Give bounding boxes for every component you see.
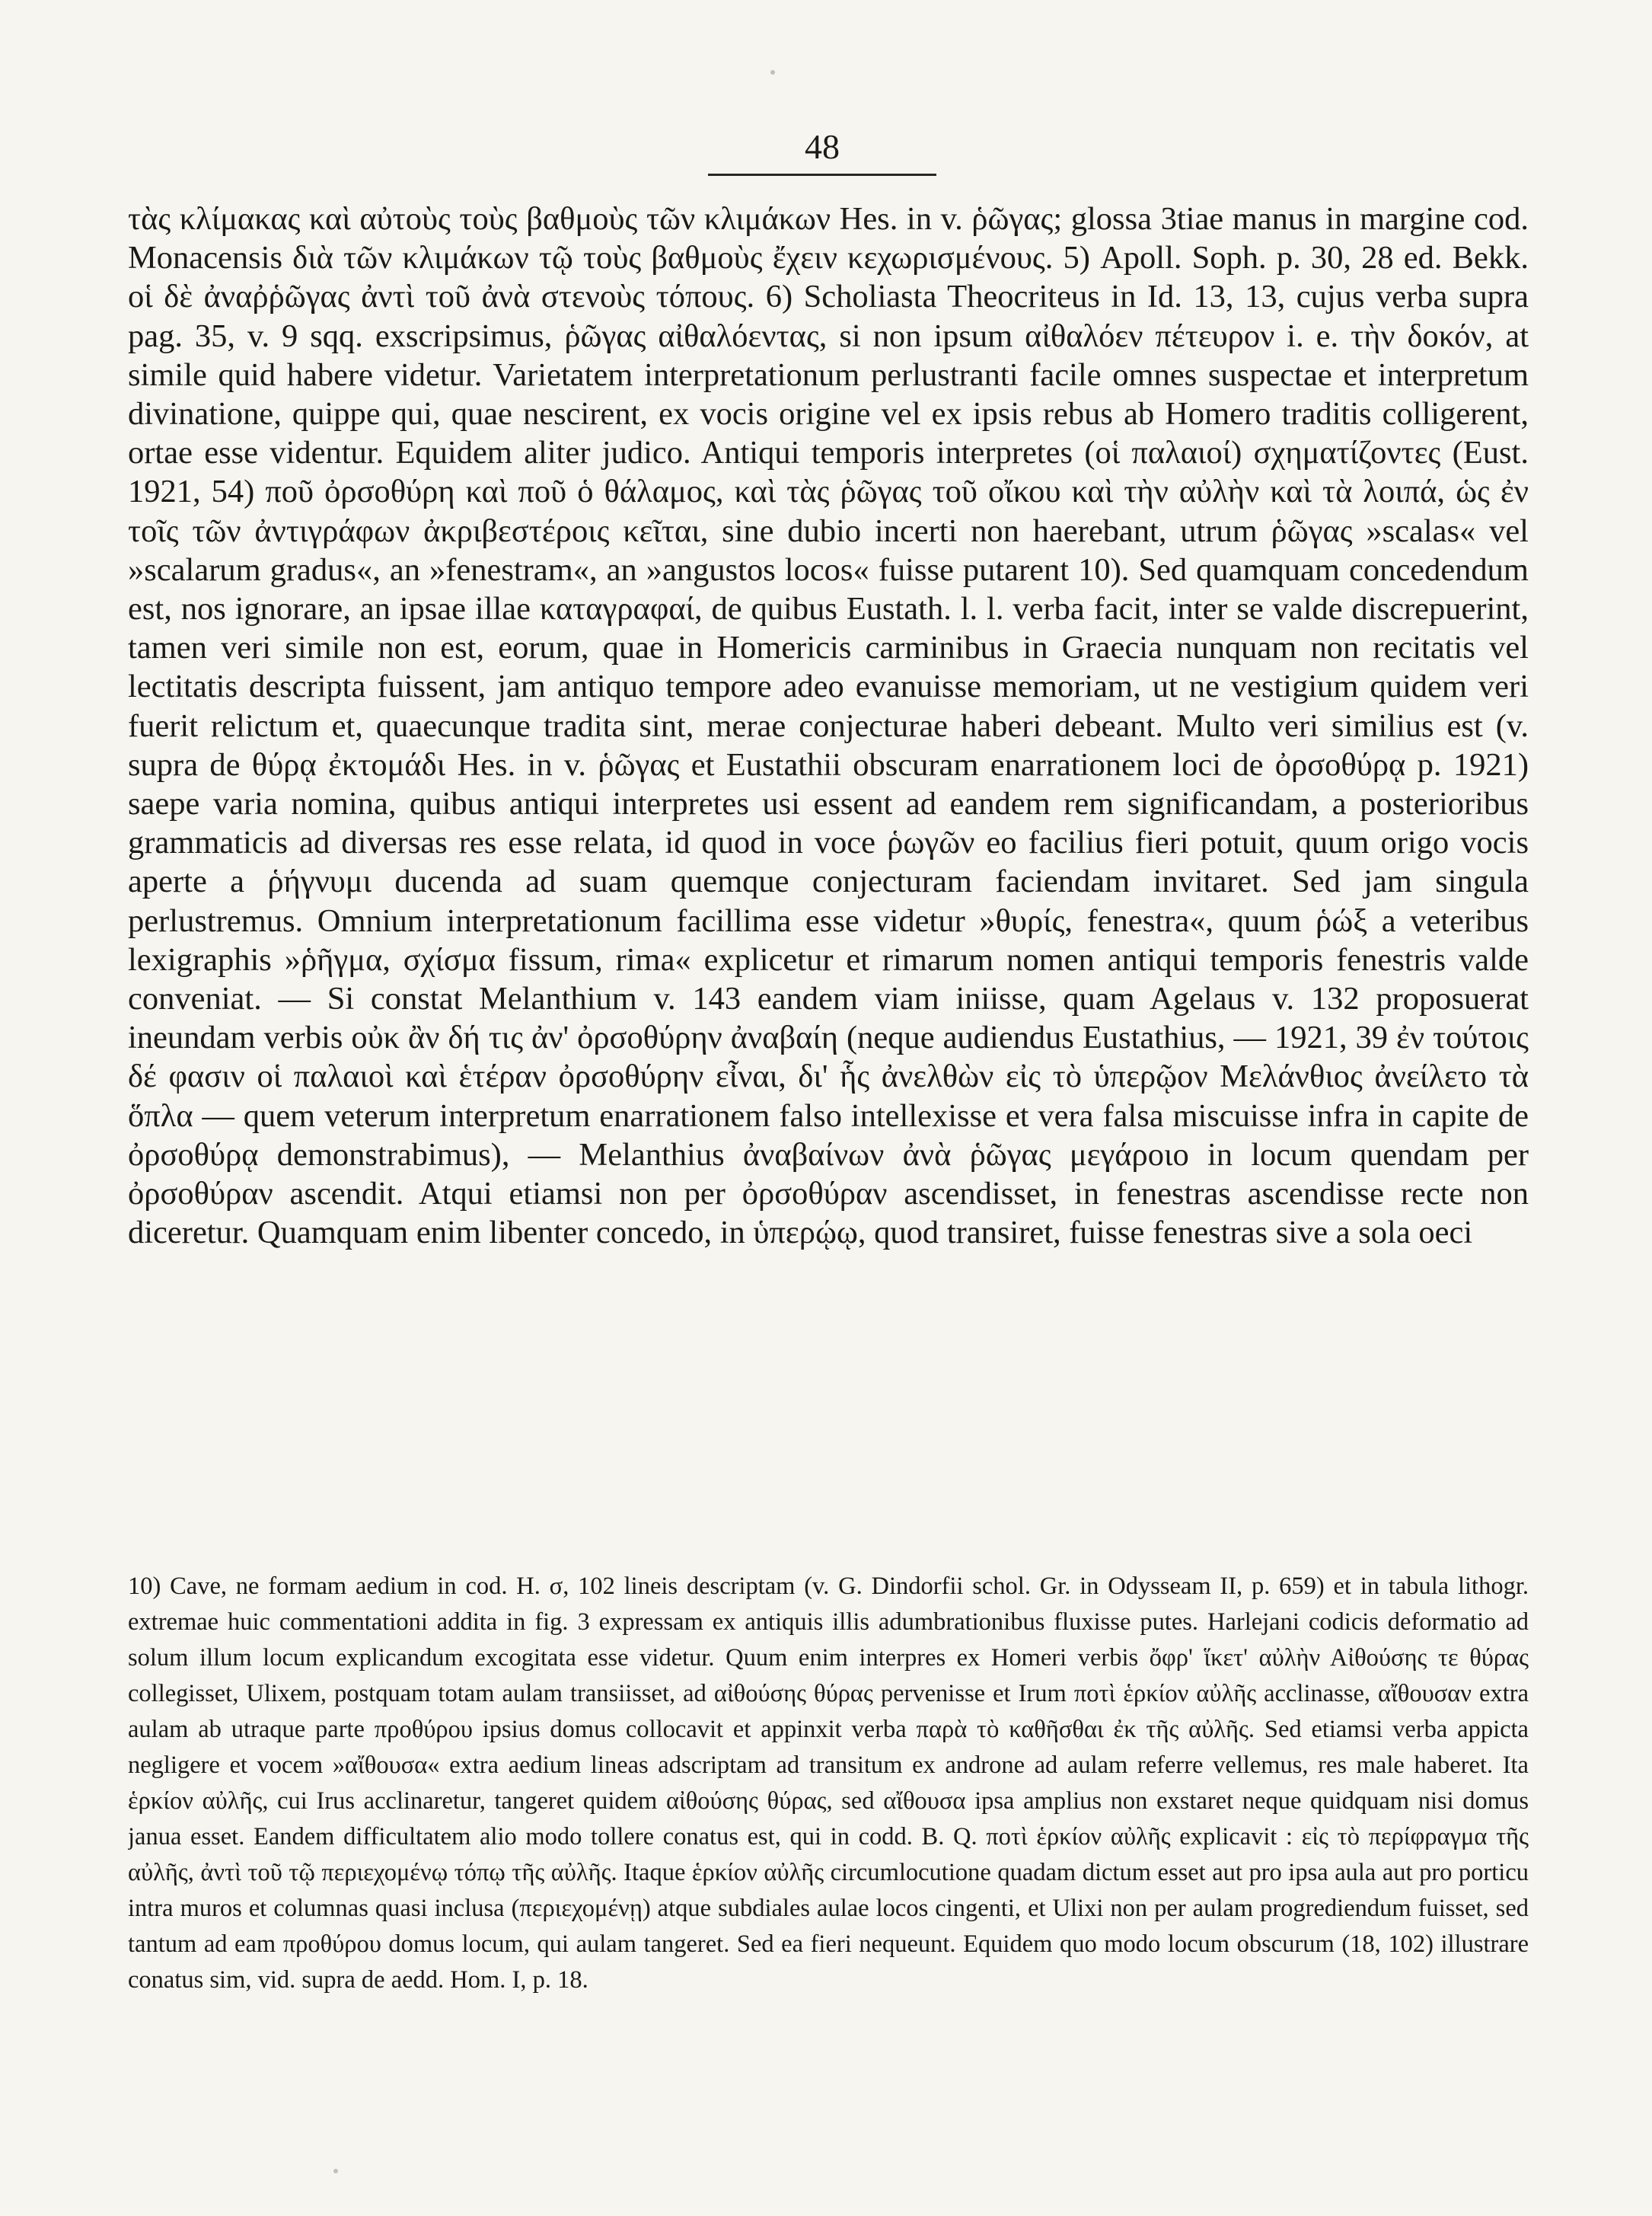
main-text: τὰς κλίμακας καὶ αὐτοὺς τοὺς βαθμοὺς τῶν κλιμάκων Hes. in v. ῥῶγας; glossa 3tiae manus in margine cod. Monacensis διὰ τῶν κλιμάκων τῷ τοὺς βαθμοὺς ἔχειν κεχωρισμένους. 5) Apoll. Soph. p. 30, 28 ed. Bekk. οἱ δὲ ἀναῤῥῶγας ἀντὶ τοῦ ἀνὰ στενοὺς τόπους. 6) Scholiasta Theocriteus in Id. 13, 13, cujus verba supra pag. 35, v. 9 sqq. exscripsimus, ῥῶγας αἰθαλόεντας, si non ipsum αἰθαλόεν πέτευρον i. e. τὴν δοκόν, at simile quid habere videtur. Varietatem interpretationum perlustranti facile omnes suspectae et interpretum divinatione, quippe qui, quae nescirent, ex vocis origine vel ex ipsis rebus ab Homero traditis colligerent, ortae esse videntur. Equidem aliter judico. Antiqui temporis interpretes (οἱ παλαιοί) σχηματίζοντες (Eust. 1921, 54) ποῦ ὀρσοθύρη καὶ ποῦ ὁ θάλαμος, καὶ τὰς ῥῶγας τοῦ οἴκου καὶ τὴν αὐλὴν καὶ τὰ λοιπά, ὡς ἐν τοῖς τῶν ἀντιγράφων ἀκριβεστέροις κεῖται, sine dubio incerti non haerebant, utrum ῥῶγας »scalas« vel »scalarum gradus«, an »fenestram«, an »angustos locos« fuisse putarent 10). Sed quamquam concedendum est, nos ignorare, an ipsae illae καταγραφαί, de quibus Eustath. l. l. verba facit, inter se valde discrepuerint, tamen veri simile non est, eorum, quae in Homericis carminibus in Graecia nunquam non recitatis vel lectitatis descripta fuissent, jam antiquo tempore adeo evanuisse memoriam, ut ne vestigium quidem veri fuerit relictum et, quaecunque tradita sint, merae conjecturae haberi debeant. Multo veri similius est (v. supra de θύρᾳ ἐκτομάδι Hes. in v. ῥῶγας et Eustathii obscuram enarrationem loci de ὀρσοθύρᾳ p. 1921) saepe varia nomina, quibus antiqui interpretes usi essent ad eandem rem significandam, a posterioribus grammaticis ad diversas res esse relata, id quod in voce ῥωγῶν eo facilius fieri potuit, quum origo vocis aperte a ῥήγνυμι ducenda ad suam quemque conjecturam faciendam invitaret. Sed jam singula perlustremus. Omnium interpretationum facillima esse videtur »θυρίς, fenestra«, quum ῥώξ a veteribus lexigraphis »ῥῆγμα, σχίσμα fissum, rima« explicetur et rimarum nomen antiqui temporis fenestris valde conveniat. — Si constat Melanthium v. 143 eandem viam iniisse, quam Agelaus v. 132 proposuerat ineundam verbis οὐκ ἂν δή τις ἀν' ὀρσοθύρην ἀναβαίη (neque audiendus Eustathius, — 1921, 39 ἐν τούτοις δέ φασιν οἱ παλαιοὶ καὶ ἑτέραν ὀρσοθύρην εἶναι, δι' ἧς ἀνελθὼν εἰς τὸ ὑπερῷον Μελάνθιος ἀνείλετο τὰ ὅπλα — quem veterum interpretum enarrationem falso intellexisse et vera falsa miscuisse infra in capite de ὀρσοθύρᾳ demonstrabimus), — Melanthius ἀναβαίνων ἀνὰ ῥῶγας μεγάροιο in locum quendam per ὀρσοθύραν ascendit. Atqui etiamsi non per ὀρσοθύραν ascendisset, in fenestras ascendisse recte non diceretur. Quamquam enim libenter concedo, in ὑπερῴῳ, quod transiret, fuisse fenestras sive a sola oeci xyxy=(128,201,1529,1251)
page-number: 48 xyxy=(805,127,840,166)
paper-speck xyxy=(770,70,775,75)
footnote-10: 10) Cave, ne formam aedium in cod. H. σ, 102 lineis descriptam (v. G. Dindorfii schol. Gr. in Odysseam II, p. 659) et in tabula lithogr. extremae huic commentationi addita in fig. 3 expressam ex antiquis illis adumbrationibus fluxisse putes. Harlejani codicis deformatio ad solum illum locum explicandum excogitata esse videtur. Quum enim interpres ex Homeri verbis ὄφρ' ἵκετ' αὐλὴν Αἰθούσης τε θύρας collegisset, Ulixem, postquam totam aulam transiisset, ad αἰθούσης θύρας pervenisse et Irum ποτὶ ἑρκίον αὐλῆς acclinasse, αἴθουσαν extra aulam ab utraque parte προθύρου ipsius domus collocavit et appinxit verba παρὰ τὸ καθῆσθαι ἐκ τῆς αὐλῆς. Sed etiamsi verba appicta negligere et vocem »αἴθουσα« extra aedium lineas adscriptam ad transitum ex androne ad aulam referre vellemus, res male haberet. Ita ἑρκίον αὐλῆς, cui Irus acclinaretur, tangeret quidem αἰθούσης θύρας, sed αἴθουσα ipsa amplius non exstaret neque quidquam nisi domus janua esset. Eandem difficultatem alio modo tollere conatus est, qui in codd. B. Q. ποτὶ ἑρκίον αὐλῆς explicavit : εἰς τὸ περίφραγμα τῆς αὐλῆς, ἀντὶ τοῦ τῷ περιεχομένῳ τόπῳ τῆς αὐλῆς. Itaque ἑρκίον αὐλῆς circumlocutione quadam dictum esset aut pro ipsa aula aut pro porticu intra muros et columnas quasi inclusa (περιεχομένῃ) atque subdiales aulae locos cingenti, et Ulixi non per aulam progrediendum fuisset, sed tantum ad eam προθύρου domus locum, qui aulam tangeret. Sed ea fieri nequeunt. Equidem quo modo locum obscurum (18, 102) illustrare conatus sim, vid. supra de aedd. Hom. I, p. 18. xyxy=(128,1573,1529,1994)
page-number-rule xyxy=(708,174,936,176)
paper-speck xyxy=(333,2169,338,2173)
